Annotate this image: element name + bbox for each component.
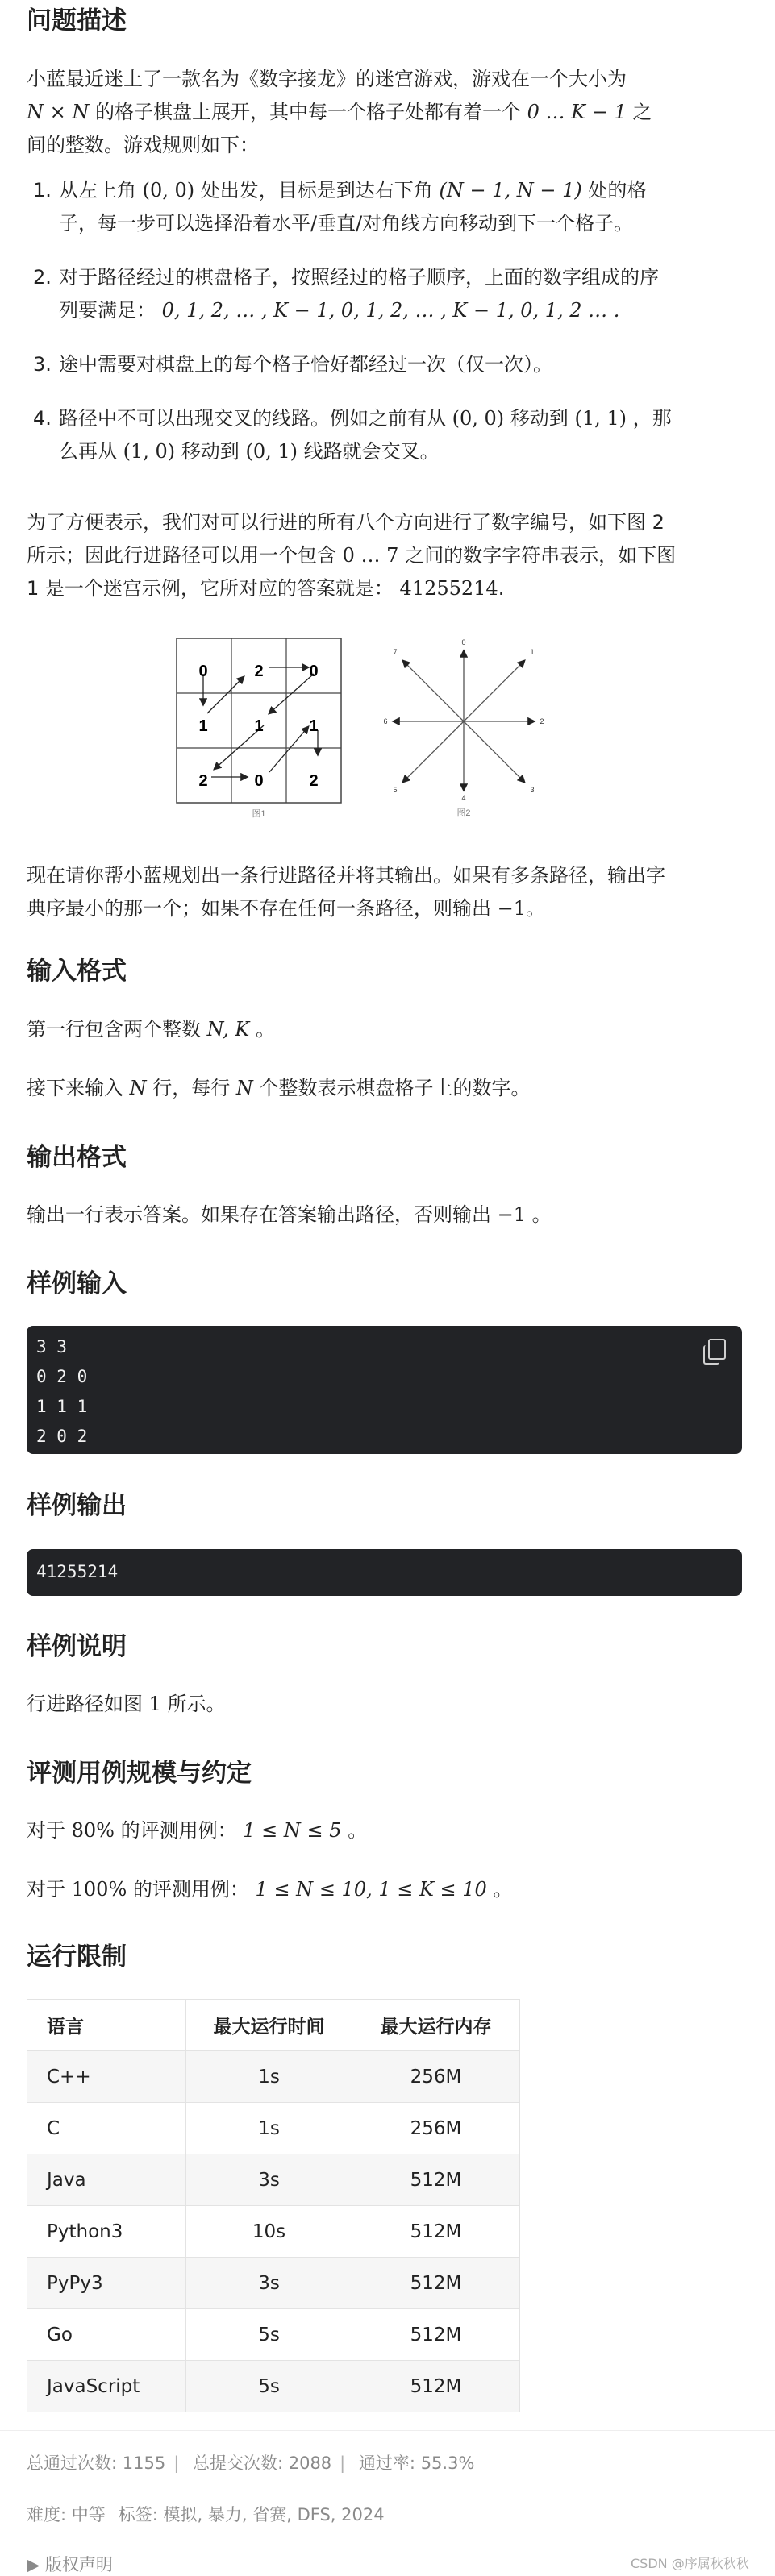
direction-arrow — [403, 721, 464, 782]
direction-paragraph: 为了方便表示，我们对可以行进的所有八个方向进行了数字编号，如下图 2 所示；因此行进路径可以用一个包含 0 … 7 之间的数字字符串表示，如下图 1 是一个迷宫示例，它所对应的答案就是： 41255214. — [27, 511, 677, 600]
intro-paragraph: 小蓝最近迷上了一款名为《数字接龙》的迷宫游戏，游戏在一个大小为 N × N 的格子棋盘上展开，其中每一个格子处都有着一个 0 … K − 1 之 间的整数。游戏规则如下： — [27, 68, 652, 156]
maze-cell-value: 2 — [309, 772, 319, 790]
maze-cell-value: 0 — [309, 663, 319, 680]
section-title-description: 问题描述 — [27, 6, 127, 35]
path-arrow — [269, 727, 308, 772]
column-header: 最大运行内存 — [352, 2000, 520, 2051]
code-line: 41255214 — [36, 1562, 119, 1581]
section-title-output: 输出格式 — [27, 1143, 127, 1172]
table-row: Go 5s 512M — [27, 2309, 520, 2361]
code-line: 0 2 0 — [36, 1367, 88, 1386]
section-title-limits: 运行限制 — [27, 1942, 127, 1971]
figure-2-directions — [379, 637, 548, 822]
sample-input-code[interactable] — [27, 1326, 742, 1454]
direction-arrow — [464, 721, 524, 782]
section-title-scale: 评测用例规模与约定 — [27, 1759, 252, 1788]
copy-icon[interactable] — [708, 1339, 726, 1360]
rule-item: 3. 途中需要对棋盘上的每个格子恰好都经过一次（仅一次）。 — [33, 353, 552, 376]
direction-label: 0 — [461, 638, 466, 646]
direction-label: 4 — [461, 794, 466, 802]
section-title-sample-output: 样例输出 — [27, 1491, 127, 1520]
figure-1-maze — [173, 635, 347, 821]
code-line: 2 0 2 — [36, 1427, 88, 1446]
section-title-input: 输入格式 — [27, 957, 127, 986]
direction-arrow — [403, 661, 464, 721]
code-line: 3 3 — [36, 1337, 67, 1357]
input-line-2: 接下来输入 N 行，每行 N 个整数表示棋盘格子上的数字。 — [27, 1077, 531, 1099]
section-title-sample-explain: 样例说明 — [27, 1632, 127, 1661]
figure-2-caption: 图2 — [456, 808, 471, 818]
problem-meta: 难度: 中等 标签: 模拟, 暴力, 省赛, DFS, 2024 — [27, 2505, 385, 2524]
table-row: JavaScript 5s 512M — [27, 2361, 520, 2412]
output-text: 输出一行表示答案。如果存在答案输出路径，否则输出 −1 。 — [27, 1203, 552, 1226]
direction-arrow — [464, 661, 524, 721]
limits-table — [27, 1999, 520, 2412]
sample-output-code[interactable] — [27, 1549, 742, 1596]
rule-item: 1. 从左上角 (0, 0) 处出发，目标是到达右下角 (N − 1, N − 1) 处的格 子，每一步可以选择沿着水平/垂直/对角线方向移动到下一个格子。 — [33, 179, 647, 235]
scale-line-1: 对于 80% 的评测用例： 1 ≤ N ≤ 5 。 — [27, 1819, 368, 1842]
maze-cell-value: 2 — [198, 772, 208, 790]
rules-list — [27, 174, 769, 489]
maze-cell-value: 0 — [198, 663, 208, 680]
column-header: 最大运行时间 — [186, 2000, 352, 2051]
rule-item: 2. 对于路径经过的棋盘格子，按照经过的格子顺序，上面的数字组成的序 列要满足： 0, 1, 2, … , K − 1, 0, 1, 2, … , K − 1, 0, 1, 2 … . — [33, 266, 659, 322]
triangle-right-icon: ▶ — [27, 2555, 40, 2574]
direction-label: 2 — [540, 717, 544, 725]
column-header: 语言 — [27, 2000, 186, 2051]
table-row: PyPy3 3s 512M — [27, 2258, 520, 2309]
section-title-sample-input: 样例输入 — [27, 1269, 127, 1298]
input-line-1: 第一行包含两个整数 N, K 。 — [27, 1018, 275, 1041]
sample-explain-text: 行进路径如图 1 所示。 — [27, 1693, 226, 1715]
submission-stats: 总通过次数: 1155 | 总提交次数: 2088 | 通过率: 55.3% — [27, 2453, 475, 2473]
rule-item: 4. 路径中不可以出现交叉的线路。例如之前有从 (0, 0) 移动到 (1, 1) ，那 么再从 (1, 0) 移动到 (0, 1) 线路就会交叉。 — [33, 407, 672, 463]
maze-cell-value: 1 — [254, 717, 264, 735]
maze-cell-value: 0 — [254, 772, 264, 790]
table-row: C 1s 256M — [27, 2103, 520, 2154]
path-arrow — [207, 677, 244, 713]
copyright-toggle[interactable]: ▶ 版权声明 — [27, 2555, 113, 2574]
direction-label: 5 — [393, 786, 398, 794]
figure-1-caption: 图1 — [252, 809, 266, 819]
direction-label: 3 — [530, 786, 535, 794]
direction-label: 1 — [530, 648, 535, 656]
maze-cell-value: 2 — [254, 663, 264, 680]
code-line: 1 1 1 — [36, 1397, 88, 1416]
table-row: C++ 1s 256M — [27, 2051, 520, 2103]
footer-divider — [0, 2430, 775, 2431]
task-paragraph: 现在请你帮小蓝规划出一条行进路径并将其输出。如果有多条路径，输出字 典序最小的那一个；如果不存在任何一条路径，则输出 −1。 — [27, 864, 665, 920]
scale-line-2: 对于 100% 的评测用例： 1 ≤ N ≤ 10, 1 ≤ K ≤ 10 。 — [27, 1878, 513, 1901]
table-row: Python3 10s 512M — [27, 2206, 520, 2258]
maze-cell-value: 1 — [309, 717, 319, 735]
direction-label: 7 — [393, 648, 398, 656]
maze-cell-value: 1 — [198, 717, 208, 735]
table-row: Java 3s 512M — [27, 2154, 520, 2206]
direction-label: 6 — [383, 717, 388, 725]
watermark: CSDN @序属秋秋秋 — [631, 2556, 749, 2571]
